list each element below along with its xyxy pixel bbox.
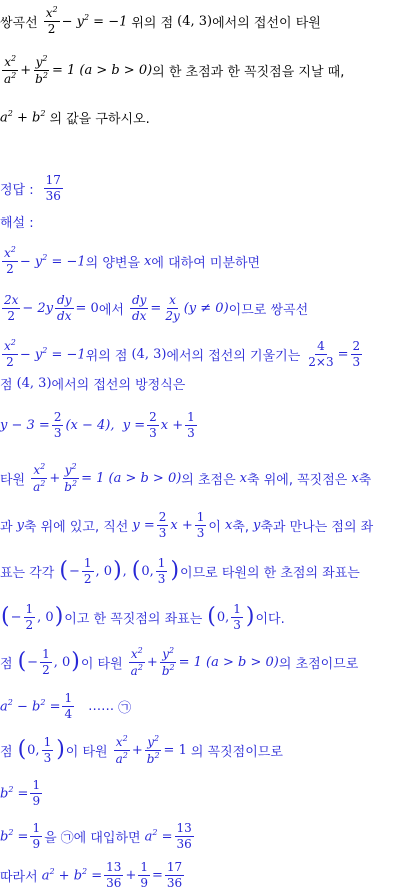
solution-line-1: $\frac{x^2}{2}$ − $y^2 = -1$ 의 양변을 x 에 대하여 미분하면 [4, 245, 261, 276]
solution-line-13: $b^2$ = $\frac{1}{9}$ [0, 777, 41, 808]
problem-text: 쌍곡선 [0, 15, 38, 31]
solution-text: 따라서 [0, 869, 38, 885]
point: (4, 3) [177, 13, 213, 29]
solution-line-15: 따라서 $a^2 + b^2$ = $\frac{13}{36}$ + $\frac{1}{9}$ = $\frac{17}{36}$ [0, 859, 183, 890]
answer-value: $\frac{17}{36}$ [45, 172, 61, 203]
solution-line-11: $a^2 - b^2$ = $\frac{1}{4}$ …… ㉠ [0, 690, 132, 721]
fraction: $\frac{x^2}{a^2}$ [4, 53, 17, 86]
solution-line-8: 표는 각각 ( − $\frac{1}{2}$ , 0 ) , ( 0, $\frac{1}{3}$ ) 이므로 타원의 한 초점의 좌표는 [0, 555, 360, 586]
circled-marker: ㉠ [118, 700, 132, 716]
problem-line-2: $\frac{x^2}{a^2}$ + $\frac{y^2}{b^2}$ = 1 (a > b > 0) 의 한 초점과 한 꼭짓점을 지날 때, [4, 53, 345, 86]
solution-text: 위의 점 [85, 348, 128, 364]
solution-text: 에서의 접선의 기울기는 [166, 348, 301, 364]
solution-text: 축 위에 있고, 직선 [23, 519, 129, 535]
ellipsis: …… [88, 698, 115, 714]
solution-text: 축 [358, 472, 372, 488]
solution-line-9: ( − $\frac{1}{2}$ , 0 ) 이고 한 꼭짓점의 좌표는 ( 0, $\frac{1}{3}$ ) 이다. [1, 601, 285, 632]
solution-text: 의 초점이므로 [278, 656, 359, 672]
solution-text: 이 타원 [65, 744, 108, 760]
problem-text: 에서의 접선이 타원 [212, 15, 321, 31]
solution-text: 과 [0, 519, 13, 535]
solution-text: 이고 한 꼭짓점의 좌표는 [64, 611, 203, 627]
solution-text: 이다. [255, 611, 285, 627]
solution-line-10: 점 ( − $\frac{1}{2}$ , 0 ) 이 타원 $\frac{x^2}{a^2}$ + $\frac{y^2}{b^2}$ = 1 (a > b > 0) 의 초점이므로 [0, 645, 359, 678]
solution-text: 에 대입하면 [73, 830, 141, 846]
solution-text: 의 초점은 [181, 472, 236, 488]
problem-text: 의 한 초점과 한 꼭짓점을 지날 때, [152, 64, 345, 80]
solution-line-12: 점 ( 0, $\frac{1}{3}$ ) 이 타원 $\frac{x^2}{a^2}$ + $\frac{y^2}{b^2}$ = 1 의 꼭짓점이므로 [0, 733, 283, 766]
problem-text: 의 값을 구하시오. [49, 111, 150, 127]
problem-line-3: $a^2 + b^2$ 의 값을 구하시오. [0, 108, 150, 127]
fraction: $\frac{y^2}{b^2}$ [35, 53, 48, 86]
solution-text: 의 양변을 [85, 255, 141, 271]
solution-text: 에 대하여 미분하면 [151, 255, 261, 271]
solution-label [0, 208, 400, 234]
solution-text: 에서 [98, 302, 124, 318]
solution-text: 에서의 접선의 방정식은 [51, 377, 186, 393]
problem-text: 위의 점 [131, 15, 174, 31]
solution-line-14: $b^2$ = $\frac{1}{9}$ 을 ㉠ 에 대입하면 $a^2$ = $\frac{13}{36}$ [0, 820, 192, 851]
solution-text: 이므로 쌍곡선 [228, 302, 309, 318]
solution-line-7: 과 y 축 위에 있고, 직선 y = $\frac{2}{3}$ x + $\frac{1}{3}$ 이 x 축, y 축과 만나는 점의 좌 [0, 509, 374, 540]
solution-line-5: y − 3 = $\frac{2}{3}$ (x − 4), y = $\frac{2}{3}$ x + $\frac{1}{3}$ [0, 409, 195, 440]
ellipse-condition: = 1 (a > b > 0) [51, 62, 153, 78]
answer-line [0, 172, 400, 203]
solution-text: 의 꼭짓점이므로 [190, 744, 283, 760]
answer-label: 정답 : [0, 182, 34, 198]
solution-text: 이므로 타원의 한 초점의 좌표는 [180, 565, 360, 581]
solution-label-text: 해설 : [0, 215, 34, 231]
solution-text: 점 [0, 744, 13, 760]
fraction: $\frac{x^2}{2}$ [45, 5, 58, 36]
solution-text: 점 [0, 377, 13, 393]
solution-line-6: 타원 $\frac{x^2}{a^2}$ + $\frac{y^2}{b^2}$ = 1 (a > b > 0) 의 초점은 x 축 위에, 꼭짓점은 x 축 [0, 461, 372, 494]
problem-line-1: 쌍곡선 $\frac{x^2}{2}$ − $y^2 = -1$ 위의 점 (4, 3) 에서의 접선이 타원 [0, 5, 321, 36]
solution-text: 축과 만나는 점의 좌 [260, 519, 374, 535]
solution-line-2: $\frac{2x}{2}$ − 2y $\frac{dy}{dx}$ = 0 에서 $\frac{dy}{dx}$ = $\frac{x}{2y}$ (y ≠ 0) 이므로 쌍곡선 [4, 292, 309, 323]
solution-text: 표는 각각 [0, 565, 55, 581]
solution-text: 이 [208, 519, 221, 535]
solution-text: 타원 [0, 472, 26, 488]
solution-text: 점 [0, 656, 13, 672]
solution-line-4: 점 (4, 3) 에서의 접선의 방정식은 [0, 375, 186, 393]
solution-text: 축 위에, 꼭짓점은 [247, 472, 348, 488]
solution-line-3: $\frac{x^2}{2}$ − $y^2 = -1$ 위의 점 (4, 3) 에서의 접선의 기울기는 $\frac{4}{2\times 3}$ = $\frac{2}{3}$ [4, 338, 361, 369]
solution-text: 이 타원 [80, 656, 123, 672]
circled-marker: ㉠ [60, 830, 74, 846]
solution-text: 을 [44, 830, 57, 846]
solution-text: 축, [232, 519, 249, 535]
